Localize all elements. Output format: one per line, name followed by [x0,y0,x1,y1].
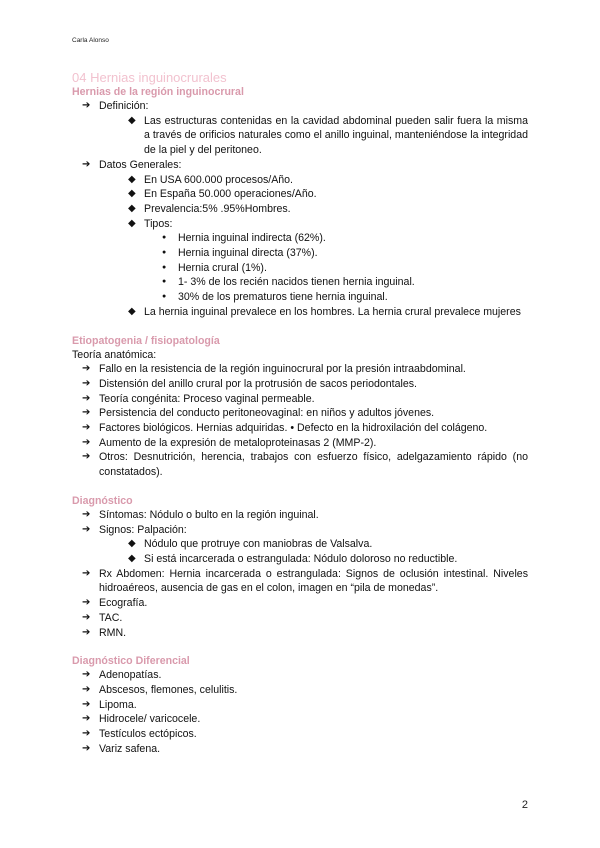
tipo-item: Hernia inguinal directa (37%). [178,247,318,260]
datos-label: Datos Generales: [99,158,182,171]
etio-item: Teoría congénita: Proceso vaginal permeable. [99,392,315,405]
list-item [72,596,528,611]
arrow-icon: ➔ [82,597,91,609]
list-item-datos [72,158,528,173]
list-item [72,727,528,742]
tipo-item: 1- 3% de los recién nacidos tienen hernia inguinal. [178,276,415,289]
diff-item: Adenopatías. [99,669,162,682]
diamond-icon: ◆ [128,552,136,564]
list-item [72,450,528,479]
list-item [72,187,528,202]
list-item [72,290,528,305]
prevalence-note: La hernia inguinal prevalece en los hombres. La hernia crural prevalece mujeres [144,305,521,318]
list-item [72,683,528,698]
list-item [72,567,528,596]
diff-item: Testículos ectópicos. [99,728,197,741]
document-title: 04 Hernias inguinocrurales [72,70,227,85]
diamond-icon: ◆ [128,173,136,185]
list-item [72,202,528,217]
arrow-icon: ➔ [82,436,91,448]
etio-item: Persistencia del conducto peritoneovaginal: en niños y adultos jóvenes. [99,407,435,420]
arrow-icon: ➔ [82,713,91,725]
list-item [72,436,528,451]
arrow-icon: ➔ [82,626,91,638]
list-item [72,261,528,276]
arrow-icon: ➔ [82,611,91,623]
dot-icon: ● [162,278,167,286]
tipo-item: Hernia inguinal indirecta (62%). [178,232,326,245]
section-heading-diagnostico-diferencial: Diagnóstico Diferencial [72,655,190,668]
diag-item: Ecografía. [99,597,148,610]
list-item [72,611,528,626]
arrow-icon: ➔ [82,363,91,375]
section-heading-diagnostico: Diagnóstico [72,494,133,507]
list-item [72,392,528,407]
etio-item: Factores biológicos. Hernias adquiridas. • Defecto en la hidroxilación del colágeno. [99,422,488,435]
tipo-item: Hernia crural (1%). [178,261,267,274]
datos-item: Prevalencia:5% .95%Hombres. [144,202,291,215]
arrow-icon: ➔ [82,377,91,389]
etio-item: Aumento de la expresión de metaloproteinasas 2 (MMP-2). [99,436,377,449]
arrow-icon: ➔ [82,523,91,535]
section-heading-hernias: Hernias de la región inguinocrural [72,86,244,98]
diff-item: Abscesos, flemones, celulitis. [99,683,238,696]
sintomas-text: Síntomas: Nódulo o bulto en la región inguinal. [99,508,319,521]
diamond-icon: ◆ [128,202,136,214]
arrow-icon: ➔ [82,683,91,695]
list-item [72,552,528,567]
list-item [72,508,528,523]
list-item [72,626,528,641]
list-item [72,173,528,188]
diff-item: Variz safena. [99,742,161,755]
list-item [72,231,528,246]
list-item-definicion-text [72,114,528,158]
list-item [72,742,528,757]
list-item [72,537,528,552]
arrow-icon: ➔ [82,742,91,754]
arrow-icon: ➔ [82,567,91,579]
arrow-icon: ➔ [82,669,91,681]
list-item [72,523,528,538]
arrow-icon: ➔ [82,407,91,419]
diff-item: Hidrocele/ varicocele. [99,713,201,726]
dot-icon: ● [162,263,167,271]
list-item-tipos [72,217,528,232]
arrow-icon: ➔ [82,392,91,404]
section-subtitle: Teoría anatómica: [72,348,157,361]
list-item [72,698,528,713]
list-item [72,377,528,392]
dot-icon: ● [162,249,167,257]
page-number: 2 [521,799,528,811]
datos-item: En España 50.000 operaciones/Año. [144,188,317,201]
list-item [72,362,528,377]
diamond-icon: ◆ [128,217,136,229]
arrow-icon: ➔ [82,698,91,710]
diamond-icon: ◆ [128,114,136,126]
list-item-definicion [72,99,528,114]
tipo-item: 30% de los prematuros tiene hernia inguinal. [178,291,388,304]
diamond-icon: ◆ [128,305,136,317]
diag-item: RMN. [99,626,127,639]
signos-label: Signos: Palpación: [99,523,187,536]
list-item [72,246,528,261]
arrow-icon: ➔ [82,451,91,463]
rx-text: Rx Abdomen: Hernia incarcerada o estrangulada: Signos de oclusión intestinal. Niveles hidroaéreos, ausencia de gas en el colon, imagen en “pila de monedas”. [99,567,528,595]
list-item [72,712,528,727]
diff-item: Lipoma. [99,698,137,711]
etio-item: Otros: Desnutrición, herencia, trabajos con esfuerzo físico, adelgazamiento rápido (no constatados). [99,451,528,479]
etio-item: Fallo en la resistencia de la región inguinocrural por la presión intraabdominal. [99,363,466,376]
diamond-icon: ◆ [128,188,136,200]
arrow-icon: ➔ [82,100,91,111]
diamond-icon: ◆ [128,538,136,550]
author-name: Carla Alonso [72,37,109,44]
signo-item: Nódulo que protruye con maniobras de Valsalva. [144,538,373,551]
list-item [72,668,528,683]
definicion-label: Definición: [99,100,149,112]
arrow-icon: ➔ [82,728,91,740]
dot-icon: ● [162,293,167,301]
etio-item: Distensión del anillo crural por la protrusión de sacos periodontales. [99,377,417,390]
list-item [72,421,528,436]
list-item [72,275,528,290]
datos-item: En USA 600.000 procesos/Año. [144,173,294,186]
diag-item: TAC. [99,611,123,624]
section-heading-etiopatogenia: Etiopatogenia / fisiopatología [72,334,220,347]
arrow-icon: ➔ [82,508,91,520]
arrow-icon: ➔ [82,422,91,434]
dot-icon: ● [162,234,167,242]
arrow-icon: ➔ [82,158,91,170]
list-item [72,406,528,421]
tipos-label: Tipos: [144,217,173,230]
document-body [72,70,528,756]
list-item [72,305,528,320]
signo-item: Si está incarcerada o estrangulada: Nódulo doloroso no reductible. [144,552,458,565]
definicion-text: Las estructuras contenidas en la cavidad abdominal pueden salir fuera la misma a través de orificios naturales como el anillo inguinal, manteniéndose la integridad de la piel y del peritoneo. [144,114,528,157]
